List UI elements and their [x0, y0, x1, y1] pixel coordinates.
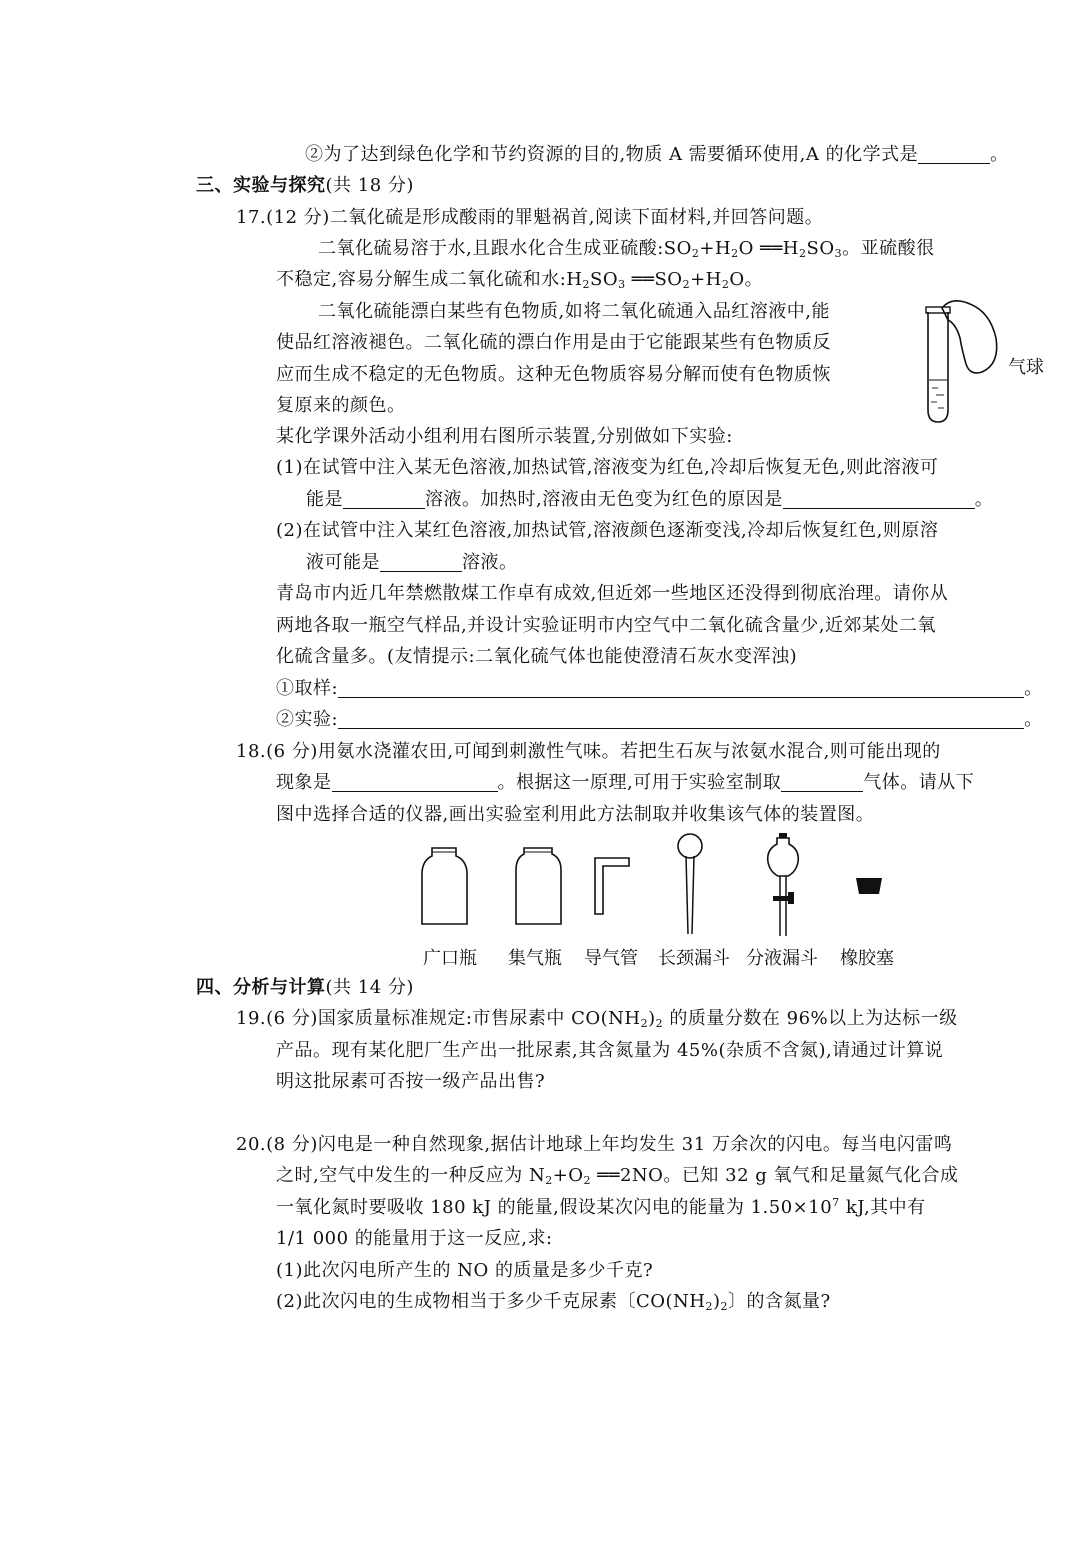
section3-title: 三、实验与探究	[196, 175, 326, 196]
q20-subq2: (2)此次闪电的生成物相当于多少千克尿素〔$CO(NH_2)_2$〕的含氮量?	[276, 1291, 831, 1313]
apparatus-label-delivery-tube: 导气管	[584, 948, 638, 969]
q17-material-line1: 二氧化硫易溶于水,且跟水化合生成亚硫酸$:SO_2+H_2O$ $══H_2SO_3$。亚硫酸很	[318, 238, 935, 260]
q16-answer-blank[interactable]	[918, 145, 990, 164]
long-neck-funnel-drawing	[676, 832, 706, 938]
section3-heading	[196, 172, 414, 200]
apparatus-label-wide-mouth-bottle: 广口瓶	[423, 948, 477, 969]
q17-intro: 某化学课外活动小组利用右图所示装置,分别做如下实验:	[276, 426, 733, 447]
gas-jar-drawing	[514, 846, 564, 928]
q17-stem: 17.(12 分)二氧化硫是形成酸雨的罪魁祸首,阅读下面材料,并回答问题。	[236, 207, 824, 228]
q18-gas-blank[interactable]	[781, 773, 863, 792]
q20-line1: 20.(8 分)闪电是一种自然现象,据估计地球上年均发生 31 万余次的闪电。每当电闪雷鸣	[236, 1134, 953, 1155]
q17-p1-solution-blank[interactable]	[343, 490, 425, 509]
q19-line1: 19.(6 分)国家质量标准规定:市售尿素中 $CO(NH_2)_2$ 的质量分数在 96%以上为达标一级	[236, 1008, 958, 1030]
q17-experiment-blank[interactable]	[338, 710, 1024, 729]
q17-qingdao-line3: 化硫含量多。(友情提示:二氧化硫气体也能使澄清石灰水变浑浊)	[276, 646, 798, 667]
q17-sample-blank[interactable]	[338, 679, 1024, 698]
test-tube	[928, 312, 948, 422]
q16-part2: ②为了达到绿色化学和节约资源的目的,物质 A 需要循环使用,A 的化学式是 。	[305, 144, 1009, 165]
q17-part1-line2: 能是 溶液。加热时,溶液由无色变为红色的原因是 。	[306, 489, 994, 510]
q17-experiment-line: ②实验: 。	[276, 709, 1043, 730]
q20-line2: 之时,空气中发生的一种反应为 $N_2+O_2$ ══2NO。已知 32 g 氧气和足量氮气化合成	[276, 1165, 959, 1187]
q18-line1: 18.(6 分)用氨水浇灌农田,可闻到刺激性气味。若把生石灰与浓氨水混合,则可能出现的	[236, 741, 941, 762]
apparatus-label-separatory-funnel: 分液漏斗	[746, 948, 818, 969]
q17-material2-line2: 使品红溶液褪色。二氧化硫的漂白作用是由于它能跟某些有色物质反	[276, 332, 831, 353]
q17-part2-line2: 液可能是 溶液。	[306, 552, 518, 573]
q17-part1-line1: (1)在试管中注入某无色溶液,加热试管,溶液变为红色,冷却后恢复无色,则此溶液可	[276, 457, 939, 478]
wide-mouth-bottle-drawing	[420, 846, 470, 928]
tube-stopper	[926, 307, 950, 313]
q17-p1-reason-blank[interactable]	[783, 490, 975, 509]
section3-score: (共 18 分)	[325, 175, 414, 196]
q17-material-line2: 不稳定,容易分解生成二氧化硫和水$:H_2SO_3$ $══SO_2+H_2O$。	[276, 269, 764, 291]
balloon-label: 气球	[1008, 357, 1044, 378]
section4-score: (共 14 分)	[325, 977, 414, 998]
q17-qingdao-line2: 两地各取一瓶空气样品,并设计实验证明市内空气中二氧化硫含量少,近郊某处二氧	[276, 615, 936, 636]
q17-qingdao-line1: 青岛市内近几年禁燃散煤工作卓有成效,但近郊一些地区还没得到彻底治理。请你从	[276, 583, 949, 604]
q17-material2-line4: 复原来的颜色。	[276, 395, 406, 416]
q17-p2-solution-blank[interactable]	[380, 553, 462, 572]
q18-line2: 现象是 。根据这一原理,可用于实验室制取 气体。请从下	[276, 772, 975, 793]
q20-subq1: (1)此次闪电所产生的 NO 的质量是多少千克?	[276, 1260, 654, 1281]
q17-sample-line: ①取样: 。	[276, 678, 1043, 699]
test-tube-balloon-figure	[920, 298, 1020, 428]
apparatus-label-rubber-stopper: 橡胶塞	[840, 948, 894, 969]
rubber-stopper-drawing	[854, 876, 884, 898]
section4-title: 四、分析与计算	[196, 977, 326, 998]
separatory-funnel-drawing	[764, 832, 804, 938]
q20-line3: 一氧化氮时要吸收 180 kJ 的能量,假设某次闪电的能量为 $1.50\times 10^7$ kJ,其中有	[276, 1196, 926, 1218]
delivery-tube-drawing	[593, 856, 633, 918]
q18-phenomenon-blank[interactable]	[332, 773, 498, 792]
q19-line2: 产品。现有某化肥厂生产出一批尿素,其含氮量为 45%(杂质不含氮),请通过计算说	[276, 1040, 944, 1061]
section4-heading	[196, 974, 414, 1002]
q16-part2-text: ②为了达到绿色化学和节约资源的目的,物质 A 需要循环使用,A 的化学式是	[305, 144, 919, 165]
q17-part2-line1: (2)在试管中注入某红色溶液,加热试管,溶液颜色逐渐变浅,冷却后恢复红色,则原溶	[276, 520, 939, 541]
apparatus-label-long-neck-funnel: 长颈漏斗	[658, 948, 730, 969]
q19-line3: 明这批尿素可否按一级产品出售?	[276, 1071, 546, 1092]
apparatus-label-gas-jar: 集气瓶	[508, 948, 562, 969]
q17-material2-line3: 应而生成不稳定的无色物质。这种无色物质容易分解而使有色物质恢	[276, 364, 831, 385]
q20-line4: 1/1 000 的能量用于这一反应,求:	[276, 1228, 553, 1249]
q18-line3: 图中选择合适的仪器,画出实验室利用此方法制取并收集该气体的装置图。	[276, 804, 875, 825]
q17-material2-line1: 二氧化硫能漂白某些有色物质,如将二氧化硫通入品红溶液中,能	[318, 301, 830, 322]
